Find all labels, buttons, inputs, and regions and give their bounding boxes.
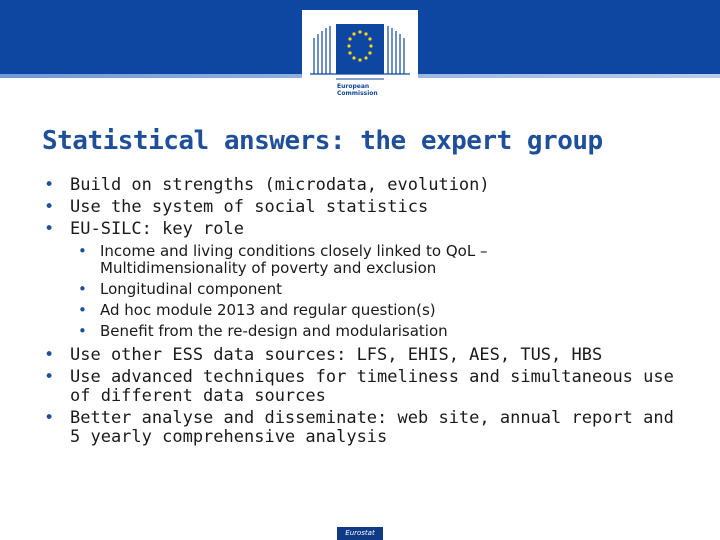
bullet-item: • Use advanced techniques for timeliness and simultaneous use of different data sources xyxy=(44,368,684,406)
bullet-list xyxy=(44,176,684,450)
european-commission-logo xyxy=(302,10,418,106)
bullet-item-with-sublist xyxy=(44,220,684,340)
logo-text xyxy=(337,83,378,97)
bullet-label: EU-SILC: key role xyxy=(70,219,244,239)
logo-line-2: Commission xyxy=(337,90,378,97)
sub-bullet-item: • Longitudinal component xyxy=(78,281,638,298)
sub-bullet-list xyxy=(70,243,638,340)
sub-bullet-item: • Benefit from the re-design and modularisation xyxy=(78,323,638,340)
sub-bullet-item: • Income and living conditions closely linked to QoL – Multidimensionality of poverty and exclusion xyxy=(78,243,638,277)
bullet-item: • Use other ESS data sources: LFS, EHIS, AES, TUS, HBS xyxy=(44,346,684,365)
bullet-item: • Build on strengths (microdata, evolution) xyxy=(44,176,684,195)
bullet-item: • Use the system of social statistics xyxy=(44,198,684,217)
slide-title: Statistical answers: the expert group xyxy=(42,126,603,156)
bullet-item: • Better analyse and disseminate: web site, annual report and 5 yearly comprehensive analysis xyxy=(44,409,684,447)
eurostat-badge: Eurostat xyxy=(337,527,383,540)
logo-line-1: European xyxy=(337,83,370,90)
sub-bullet-item: • Ad hoc module 2013 and regular question(s) xyxy=(78,302,638,319)
